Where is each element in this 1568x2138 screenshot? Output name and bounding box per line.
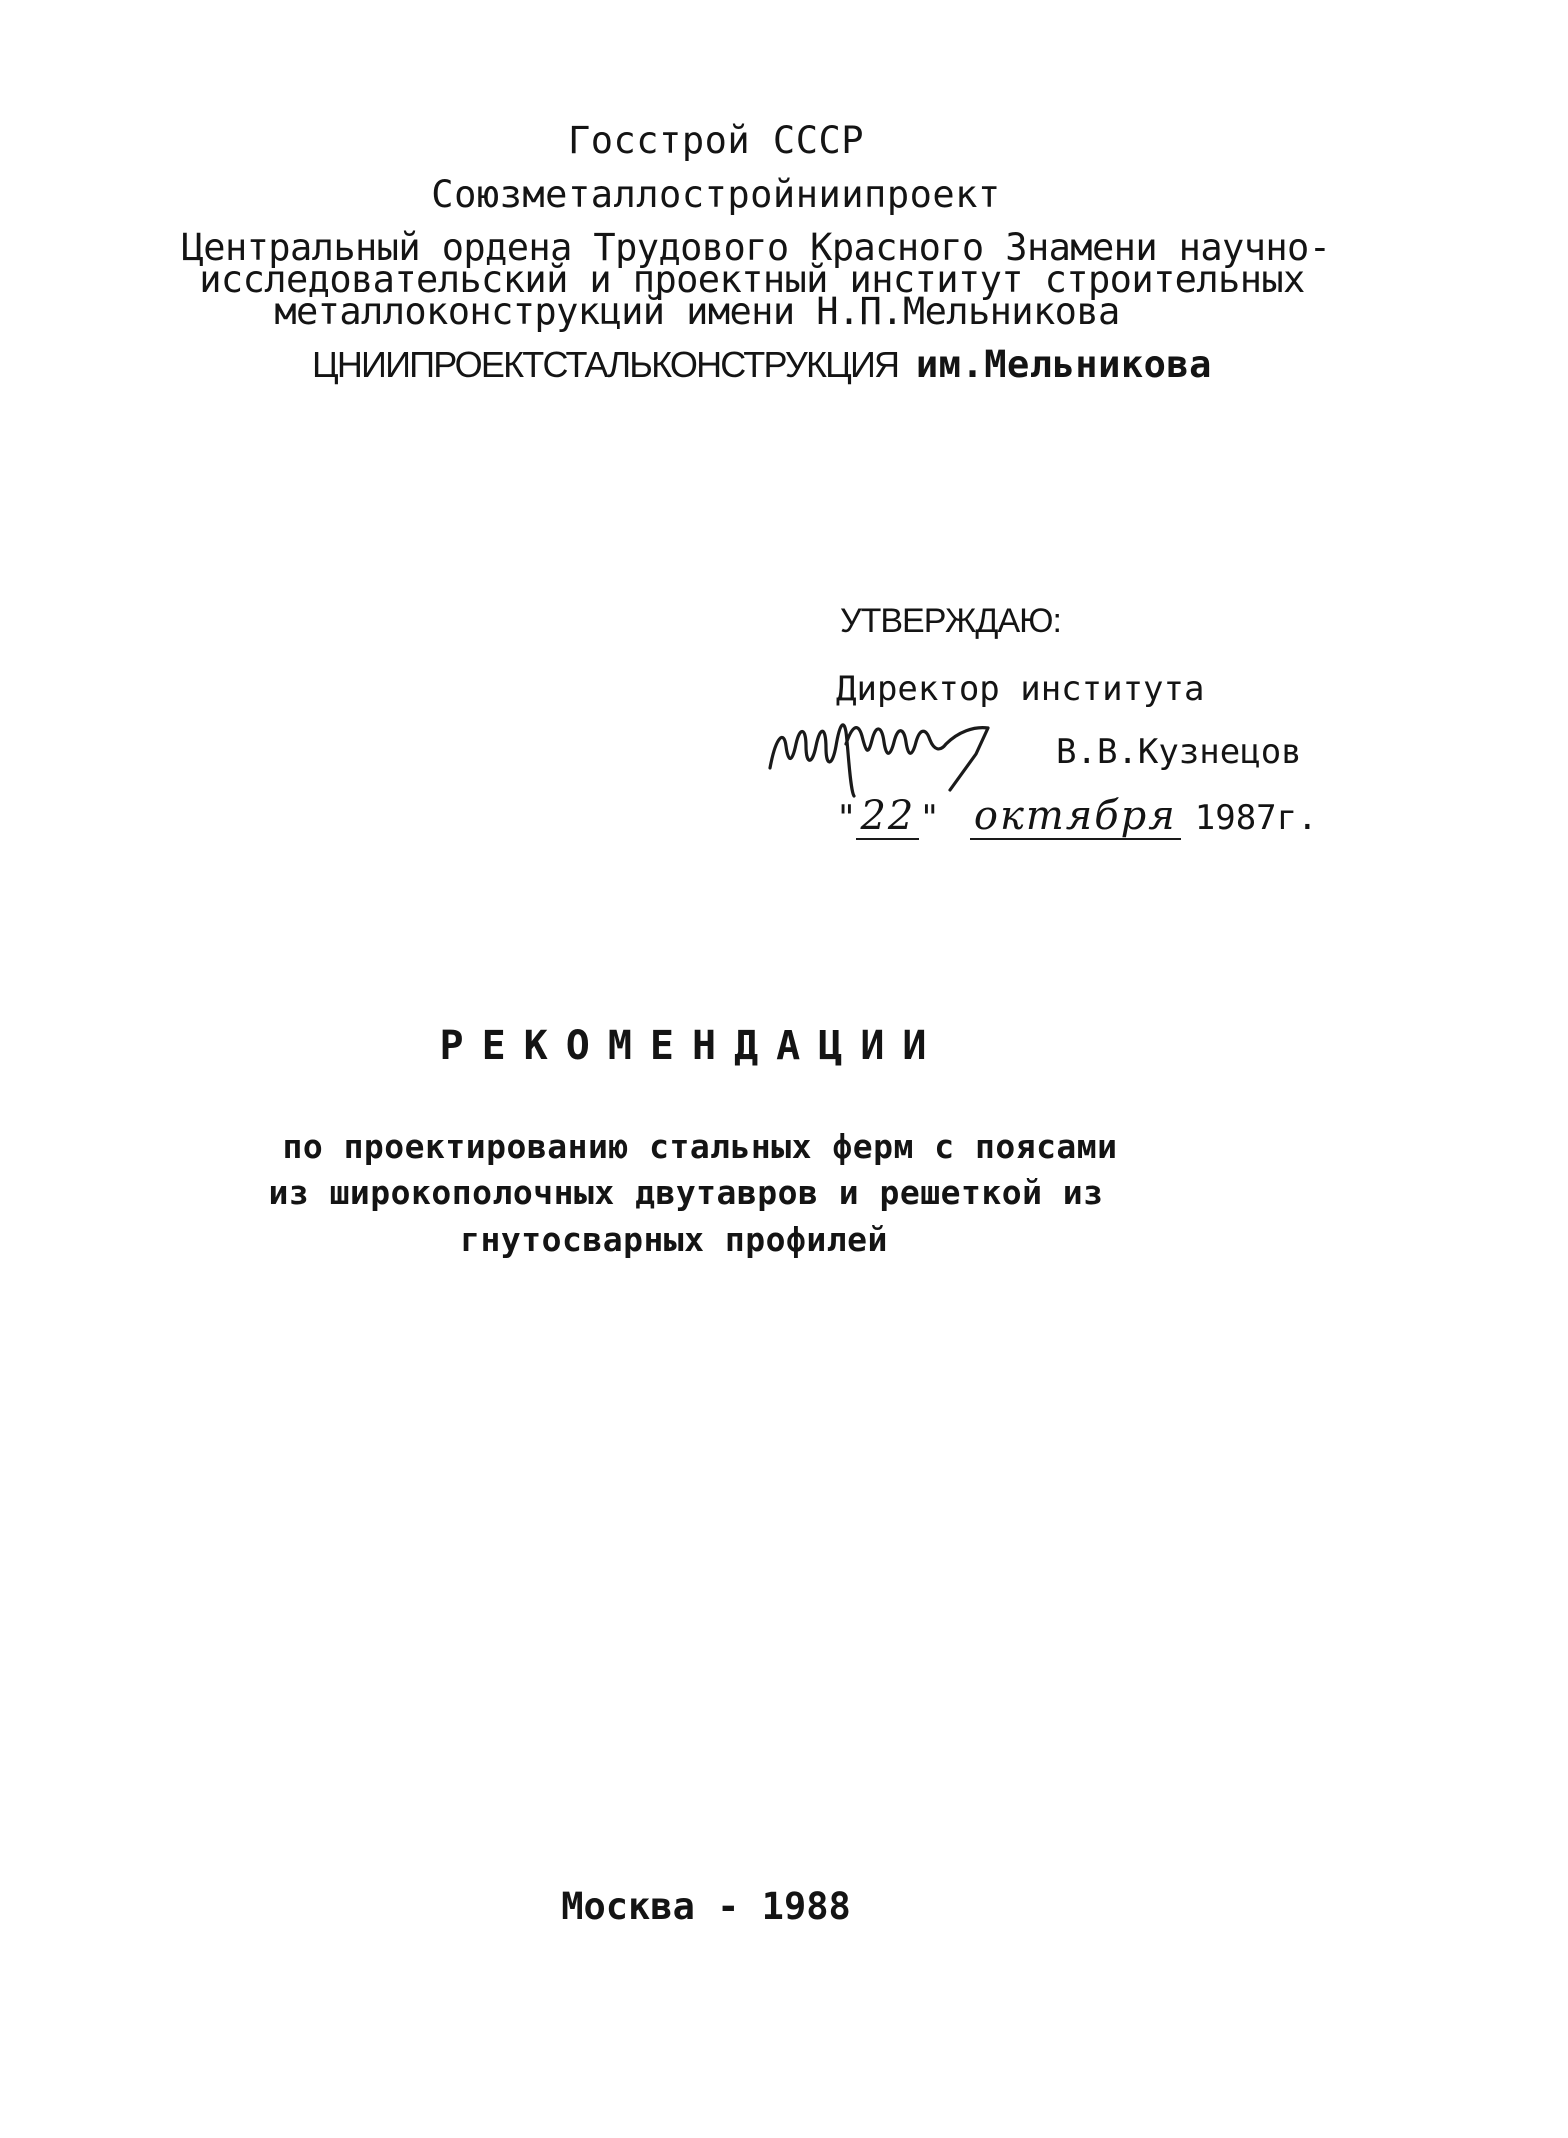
header-line-institute-2: исследовательский и проектный институт строительных xyxy=(199,258,1305,301)
header-line-gosstroy: Госстрой СССР xyxy=(567,119,865,162)
approval-heading: УТВЕРЖДАЮ: xyxy=(840,602,1061,640)
header-line-institute-3: металлоконструкций имени Н.П.Мельникова xyxy=(274,290,1120,333)
date-day: 22 xyxy=(856,796,919,840)
approval-position: Директор института xyxy=(836,669,1205,709)
institute-abbreviation: ЦНИИПРОЕКТСТАЛЬКОНСТРУКЦИЯ xyxy=(312,344,899,385)
document-title: РЕКОМЕНДАЦИИ xyxy=(439,1023,945,1069)
date-quote-close: " xyxy=(919,798,940,838)
institute-abbreviation-suffix: им.Мельникова xyxy=(915,343,1212,386)
document-subtitle-line-3: гнутосварных профилей xyxy=(460,1220,888,1259)
document-subtitle-line-1: по проектированию стальных ферм с поясами xyxy=(282,1127,1118,1166)
header-line-soyuzmetall: Союзметаллостройниипроект xyxy=(431,173,1001,216)
publication-place-year: Москва - 1988 xyxy=(561,1885,851,1928)
header-line-abbreviation xyxy=(312,343,1212,386)
date-year: 1987г. xyxy=(1194,798,1318,838)
approval-date xyxy=(836,793,1318,840)
signature xyxy=(762,706,1062,798)
document-subtitle-line-2: из широкополочных двутавров и решеткой из xyxy=(268,1173,1104,1212)
header-line-institute-1: Центральный ордена Трудового Красного Знамени научно- xyxy=(181,226,1331,269)
approval-name: В.В.Кузнецов xyxy=(1056,732,1302,772)
date-quote-open: " xyxy=(836,798,857,838)
date-month: октября xyxy=(970,796,1181,840)
